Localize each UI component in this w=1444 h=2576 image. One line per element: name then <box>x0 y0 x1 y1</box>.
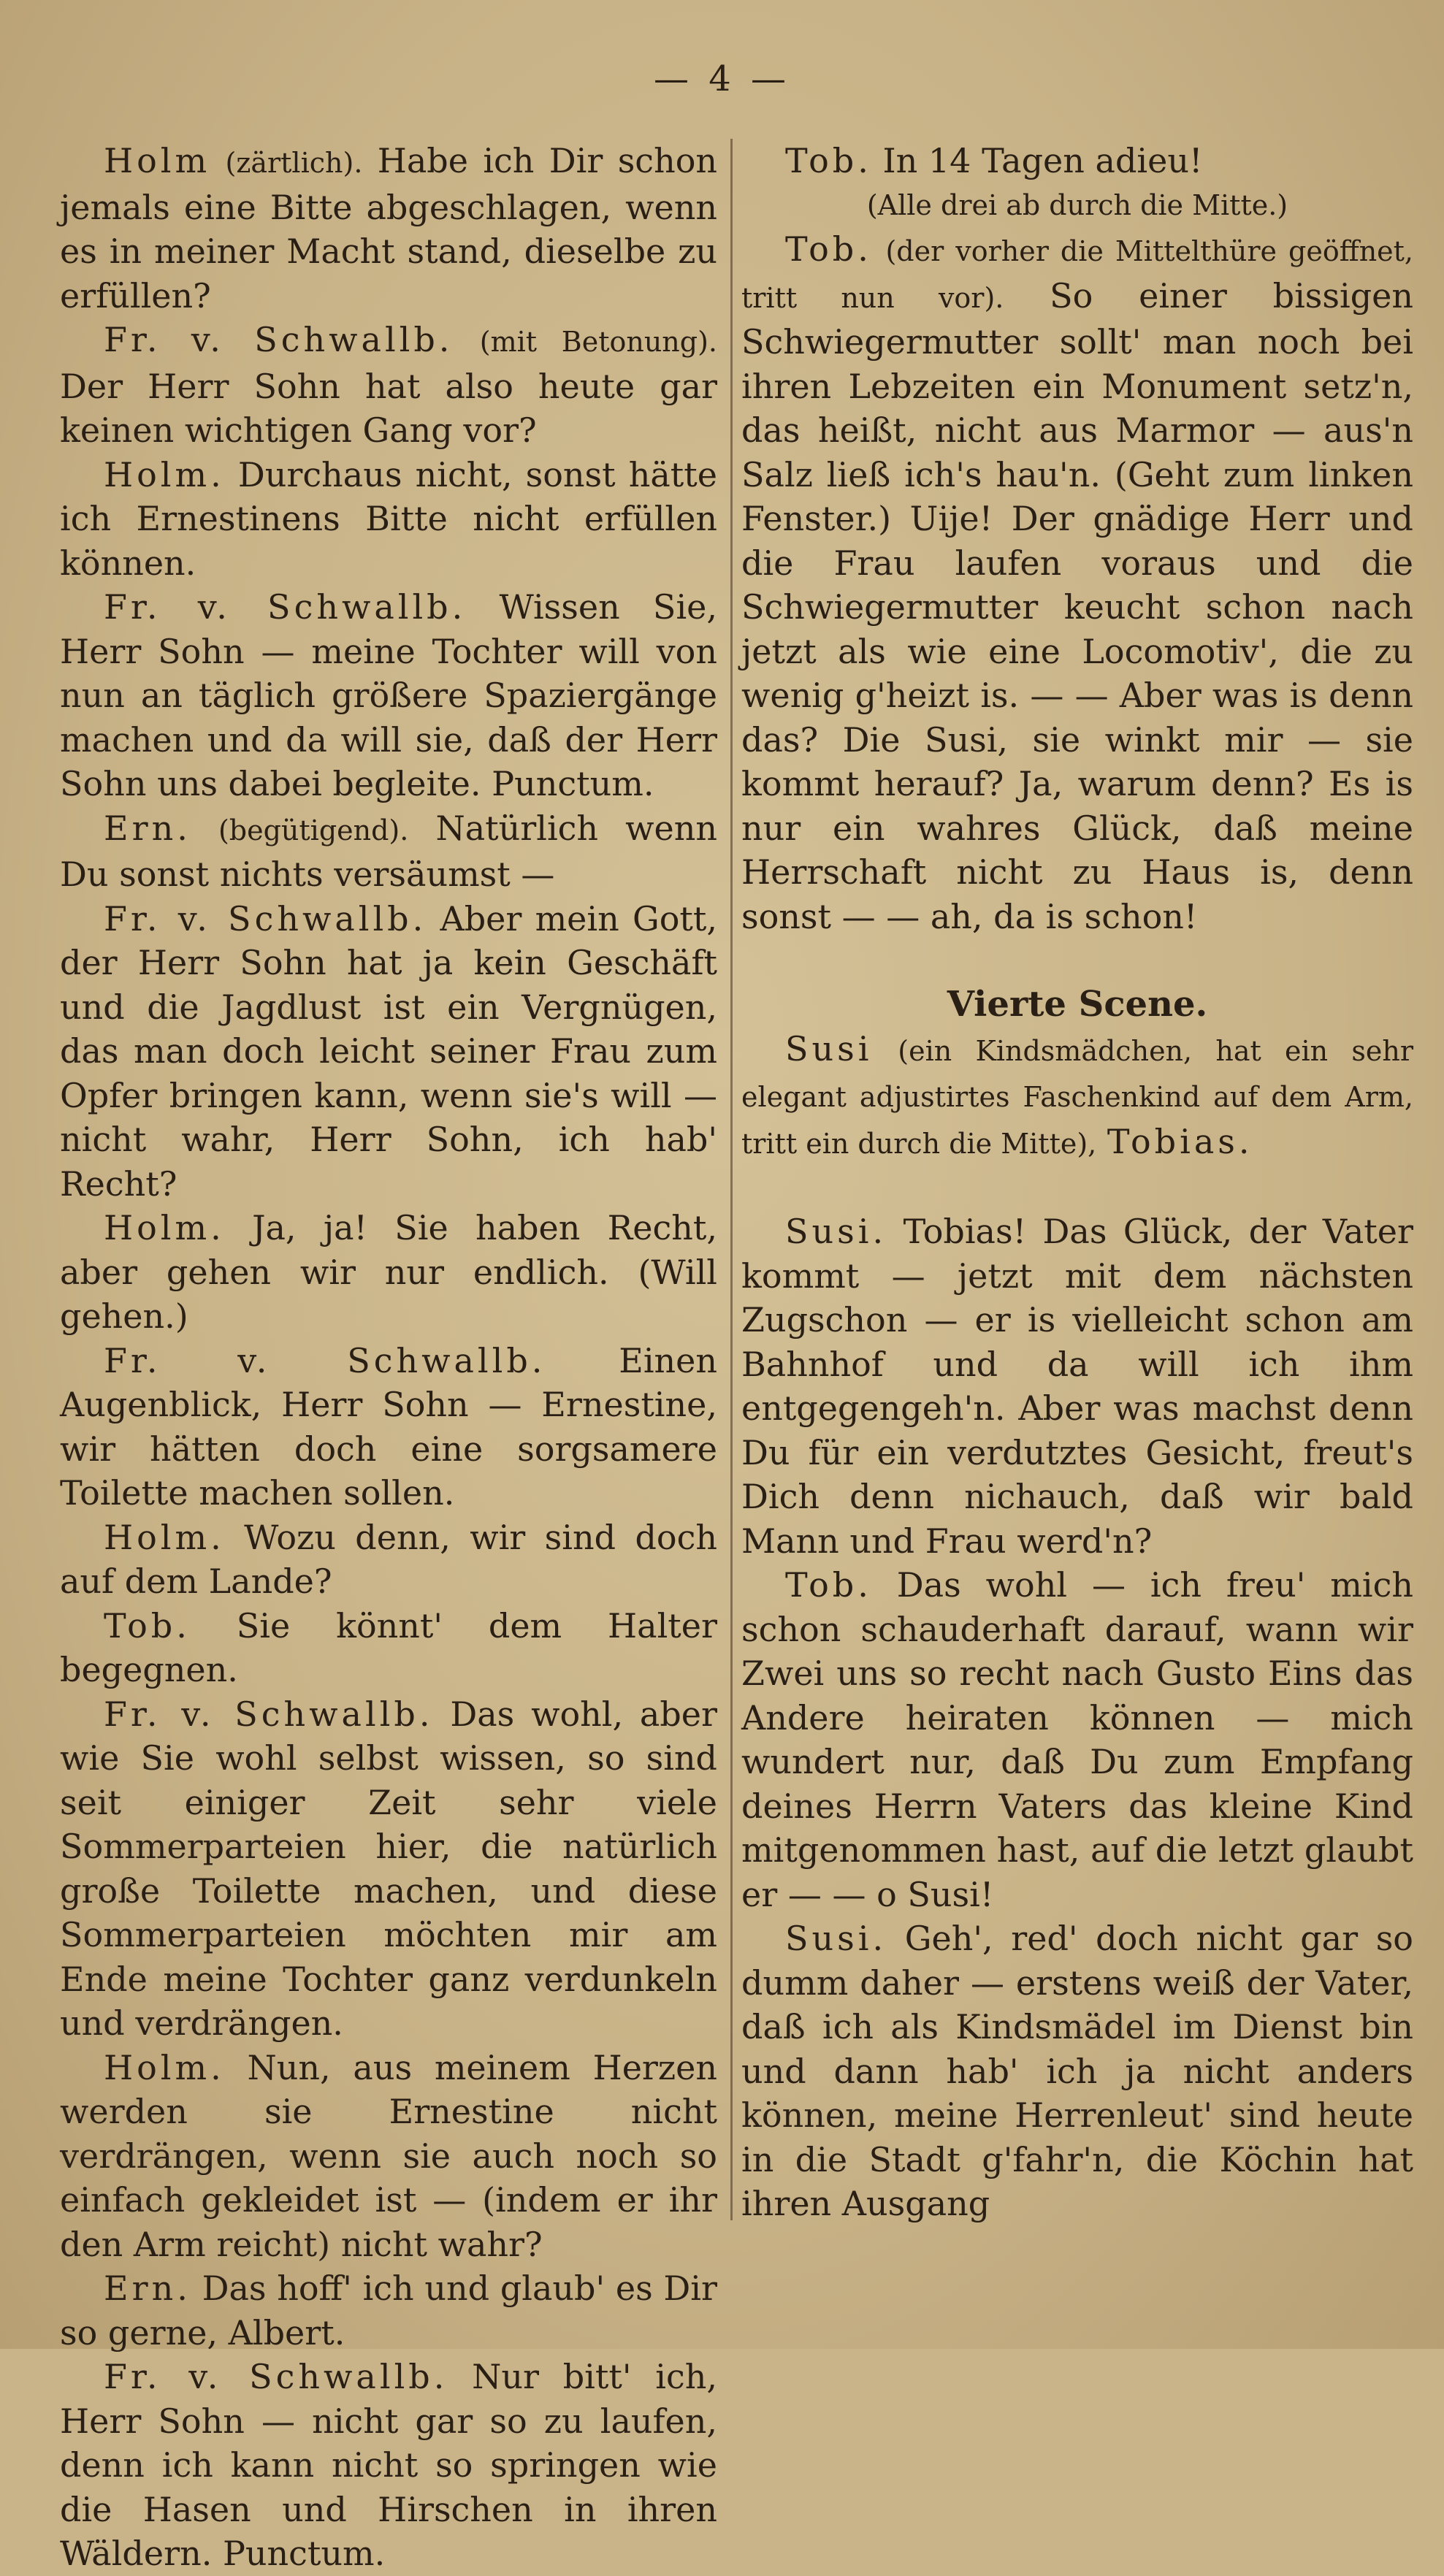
speaker-name: Holm. <box>104 2047 225 2087</box>
dialogue-text: Nur bitt' ich, Herr Sohn — nicht gar so zu laufen, denn ich kann nicht so springen wie die Hasen und Hirschen in ihren Wäldern. Punctum. <box>60 2357 717 2573</box>
cast-tail: Tobias. <box>1107 1121 1253 1161</box>
speaker-name: Tob. <box>785 141 872 180</box>
dialogue-text: Wissen Sie, Herr Sohn — meine Tochter will von nun an täglich größere Spaziergänge machen und da will sie, daß der Herr Sohn uns dabei begleite. Punctum. <box>60 587 717 803</box>
speaker-name: Holm. <box>104 1517 225 1557</box>
left-column <box>60 139 717 2576</box>
dialogue-paragraph <box>60 2266 717 2355</box>
cast-speaker: Susi <box>785 1028 873 1069</box>
stage-direction: (der vorher die Mittelthüre geöffnet, tritt nun vor). <box>741 235 1414 314</box>
scene-heading: Vierte Scene. <box>947 984 1208 1025</box>
dialogue-paragraph <box>60 2355 717 2576</box>
dialogue-text: Natürlich wenn Du sonst nichts versäumst — <box>60 808 718 894</box>
dialogue-text: Das hoff' ich und glaub' es Dir so gerne, Albert. <box>60 2269 717 2353</box>
stage-direction: (zärtlich). <box>225 147 363 179</box>
speaker-name: Fr. v. Schwallb. <box>104 2357 448 2396</box>
column-divider <box>730 139 733 2220</box>
speaker-name: Ern. <box>104 2269 191 2308</box>
dialogue-text: So einer bissigen Schwiegermutter sollt' man noch bei ihren Lebzeiten ein Monument setz'n, das heißt, nicht aus Marmor — aus'n Salz ließ ich's hau'n. (Geht zum linken Fenster.) Uije! Der gnädige Herr und die Frau laufen voraus und die Schwiegermutter keucht schon nach jetzt als wie eine Locomotiv', die zu wenig g'heizt is. — — Aber was is denn das? Die Susi, sie winkt mir — sie kommt herauf? Ja, warum denn? Es is nur ein wahres Glück, daß meine Herrschaft nicht zu Haus is, denn sonst — — ah, da is schon! <box>741 275 1414 936</box>
dialogue-text: Geh', red' doch nicht gar so dumm daher — erstens weiß der Vater, daß ich als Kindsmädel im Dienst bin und dann hab' ich ja nicht anders können, meine Herrenleut' sind heute in die Stadt g'fahr'n, die Köchin hat ihren Ausgang <box>741 1919 1413 2223</box>
dialogue-paragraph <box>741 227 1413 939</box>
dialogue-paragraph <box>60 1339 717 1516</box>
speaker-name: Holm <box>104 141 211 180</box>
dialogue-paragraph <box>60 2046 717 2267</box>
dialogue-paragraph <box>741 1916 1413 2226</box>
dialogue-text: Das wohl, aber wie Sie wohl selbst wissen, so sind seit einiger Zeit sehr viele Sommerparteien hier, die natürlich große Toilette machen, und diese Sommerparteien möchten mir am Ende meine Tochter ganz verdunkeln und verdrängen. <box>60 1694 718 2043</box>
dialogue-paragraph <box>60 453 717 586</box>
dialogue-paragraph <box>60 1206 717 1339</box>
speaker-name: Fr. v. Schwallb. <box>104 1340 546 1380</box>
dialogue-paragraph <box>741 139 1413 183</box>
speaker-name: Holm. <box>104 454 225 494</box>
dialogue-text: Sie könnt' dem Halter begegnen. <box>60 1605 717 1689</box>
speaker-name: Fr. v. Schwallb. <box>104 320 454 359</box>
stage-direction-exit: (Alle drei ab durch die Mitte.) <box>866 188 1288 221</box>
dialogue-paragraph <box>60 318 717 453</box>
dialogue-paragraph <box>741 1209 1413 1563</box>
stage-direction: (begütigend). <box>218 814 409 846</box>
dialogue-text: Habe ich Dir schon jemals eine Bitte abgeschlagen, wenn es in meiner Macht stand, dieselbe zu erfüllen? <box>60 141 718 316</box>
speaker-name: Holm. <box>104 1208 225 1247</box>
speaker-name: Susi. <box>785 1919 887 1958</box>
page-number: — 4 — <box>653 58 791 99</box>
speaker-name: Fr. v. Schwallb. <box>104 587 467 627</box>
speaker-name: Tob. <box>785 229 872 269</box>
dialogue-paragraph <box>60 139 717 318</box>
dialogue-text: Das wohl — ich freu' mich schon schauderhaft darauf, wann wir Zwei uns so recht nach Gusto Eins das Andere heiraten können — mich wundert nur, daß Du zum Empfang deines Herrn Vaters das kleine Kind mitgenommen hast, auf die letzt glaubt er — — o Susi! <box>741 1565 1413 1914</box>
dialogue-text: Nun, aus meinem Herzen werden sie Ernestine nicht verdrängen, wenn sie auch noch so einfach gekleidet ist — (indem er ihr den Arm reicht) nicht wahr? <box>60 2047 717 2264</box>
dialogue-text: Einen Augenblick, Herr Sohn — Ernestine, wir hätten doch eine sorgsamere Toilette machen sollen. <box>60 1340 718 1513</box>
dialogue-paragraph <box>60 897 717 1207</box>
dialogue-text: Aber mein Gott, der Herr Sohn hat ja kein Geschäft und die Jagdlust ist ein Vergnügen, das man doch leicht seiner Frau zum Opfer bringen kann, wenn sie's will — nicht wahr, Herr Sohn, ich hab' Recht? <box>60 898 717 1204</box>
dialogue-text: In 14 Tagen adieu! <box>882 141 1203 180</box>
dialogue-paragraph <box>60 1692 717 2046</box>
dialogue-paragraph <box>60 1516 717 1604</box>
right-column <box>741 139 1413 2226</box>
stage-direction: (mit Betonung). <box>479 326 718 358</box>
scene-cast <box>741 1027 1413 1166</box>
dialogue-paragraph <box>60 806 717 897</box>
speaker-name: Fr. v. Schwallb. <box>104 898 427 939</box>
speaker-name: Tob. <box>785 1565 872 1605</box>
dialogue-text: Der Herr Sohn hat also heute gar keinen wichtigen Gang vor? <box>60 366 717 450</box>
dialogue-paragraph <box>741 1563 1413 1916</box>
speaker-name: Tob. <box>104 1605 191 1646</box>
dialogue-paragraph <box>60 585 717 806</box>
speaker-name: Fr. v. Schwallb. <box>104 1694 434 1734</box>
speaker-name: Susi. <box>785 1212 887 1251</box>
dialogue-paragraph <box>60 1604 717 1692</box>
cast-stage-direction: (ein Kindsmädchen, hat ein sehr elegant adjustirtes Faschenkind auf dem Arm, tritt ein durch die Mitte), <box>741 1034 1413 1160</box>
dialogue-text: Durchaus nicht, sonst hätte ich Ernestinens Bitte nicht erfüllen können. <box>60 454 717 583</box>
dialogue-text: Tobias! Das Glück, der Vater kommt — jetzt mit dem nächsten Zugschon — er is vielleicht schon am Bahnhof und da will ich ihm entgegengeh'n. Aber was machst denn Du für ein verdutztes Gesicht, freut's Dich denn nichauch, daß wir bald Mann und Frau werd'n? <box>741 1212 1414 1561</box>
dialogue-text: Wozu denn, wir sind doch auf dem Lande? <box>60 1517 717 1601</box>
dialogue-text: Ja, ja! Sie haben Recht, aber gehen wir nur endlich. (Will gehen.) <box>60 1208 718 1336</box>
speaker-name: Ern. <box>104 808 191 848</box>
